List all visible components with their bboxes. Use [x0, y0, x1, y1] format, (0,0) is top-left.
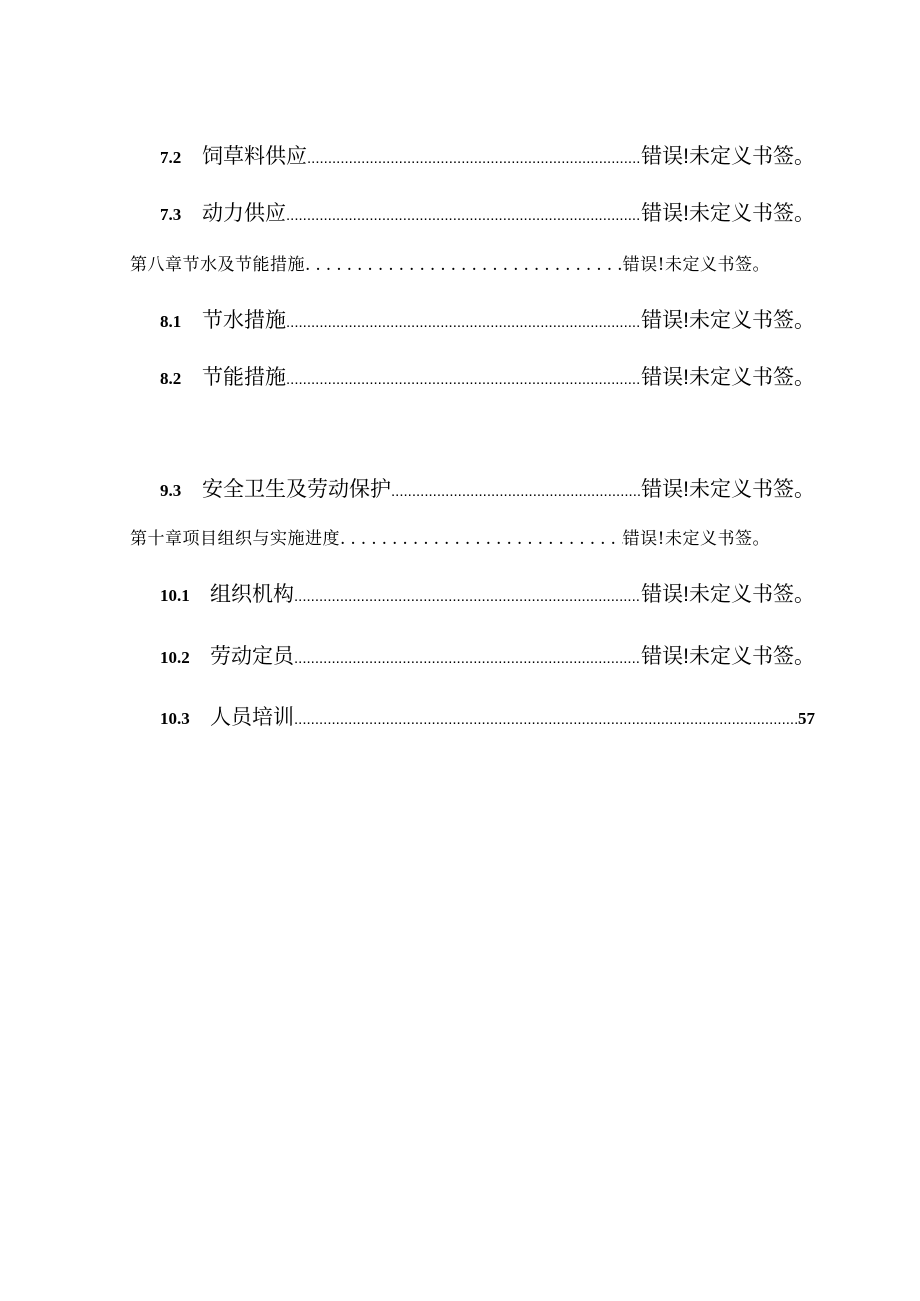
toc-entry-10-1[interactable] — [160, 580, 815, 610]
toc-chapter-10[interactable] — [130, 526, 770, 552]
toc-entry-title: 劳动定员 — [210, 645, 294, 668]
toc-entry-number: 10.3 — [160, 709, 190, 728]
toc-entry-title: 动力供应 — [202, 202, 286, 225]
toc-leader-dots — [307, 144, 641, 172]
toc-entry-page: 错误!未定义书签。 — [641, 145, 815, 168]
toc-entry-number: 7.2 — [160, 148, 182, 167]
toc-entry-page: 57 — [798, 709, 815, 728]
toc-leader-dots — [286, 201, 641, 229]
toc-entry-number: 7.3 — [160, 205, 182, 224]
toc-entry-title: 组织机构 — [210, 583, 294, 606]
toc-entry-title: 节水措施 — [202, 309, 286, 332]
toc-entry-7-2[interactable] — [160, 142, 815, 172]
toc-entry-number: 10.2 — [160, 648, 190, 667]
toc-entry-number: 8.2 — [160, 369, 182, 388]
toc-leader-dots — [294, 644, 641, 672]
toc-entry-page: 错误!未定义书签。 — [641, 645, 815, 668]
toc-entry-7-3[interactable] — [160, 199, 815, 229]
toc-entry-8-2[interactable] — [160, 363, 815, 393]
toc-entry-9-3[interactable] — [160, 475, 815, 505]
toc-entry-8-1[interactable] — [160, 306, 815, 336]
toc-entry-title: 节能措施 — [202, 366, 286, 389]
toc-entry-10-2[interactable] — [160, 642, 815, 672]
toc-entry-page: 错误!未定义书签。 — [641, 366, 815, 389]
toc-entry-10-3[interactable] — [160, 703, 815, 733]
toc-entry-page: 错误!未定义书签。 — [641, 478, 815, 501]
toc-entry-page: 错误!未定义书签。 — [641, 309, 815, 332]
toc-entry-page: 错误!未定义书签。 — [641, 583, 815, 606]
toc-leader-dots — [294, 582, 641, 610]
toc-chapter-page: 错误!未定义书签。 — [622, 529, 770, 549]
toc-chapter-page: 错误!未定义书签。 — [622, 255, 770, 275]
toc-chapter-8[interactable] — [130, 252, 770, 278]
toc-entry-title: 饲草料供应 — [202, 145, 307, 168]
toc-entry-title: 人员培训 — [210, 706, 294, 729]
toc-chapter-title: 第十章项目组织与实施进度 — [130, 529, 340, 549]
toc-entry-title: 安全卫生及劳动保护 — [202, 478, 391, 501]
toc-leader-dots — [391, 477, 641, 505]
toc-leader-dots — [286, 365, 641, 393]
toc-leader-dots — [294, 705, 798, 733]
toc-leader-dots — [305, 252, 623, 278]
toc-entry-number: 9.3 — [160, 481, 182, 500]
toc-entry-number: 8.1 — [160, 312, 182, 331]
toc-entry-page: 错误!未定义书签。 — [641, 202, 815, 225]
toc-leader-dots — [340, 526, 623, 552]
toc-leader-dots — [286, 308, 641, 336]
toc-chapter-title: 第八章节水及节能措施 — [130, 255, 305, 275]
toc-entry-number: 10.1 — [160, 586, 190, 605]
